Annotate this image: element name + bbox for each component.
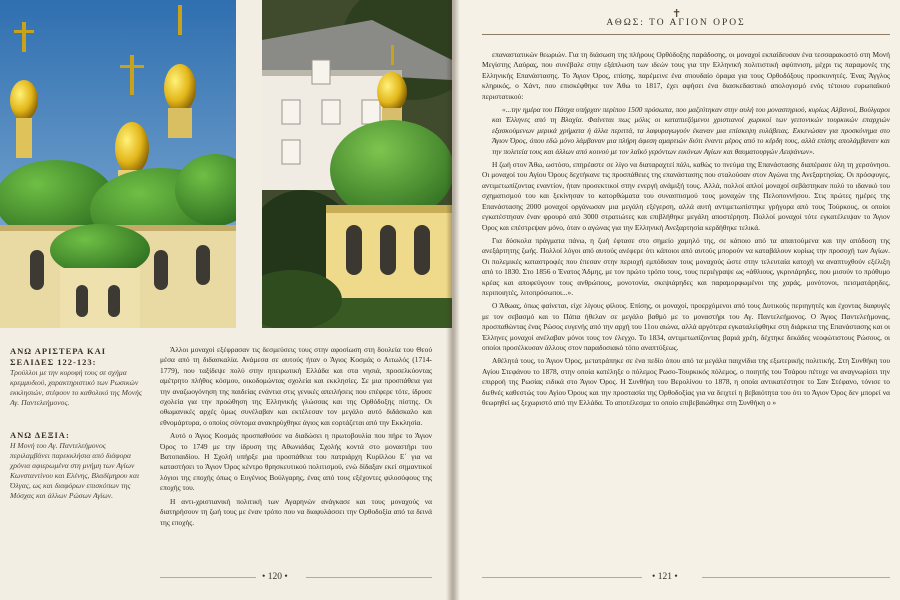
folio-rule-left [482,577,642,578]
paragraph: Αθέλητά τους, το Άγιον Όρος, μετατράπηκε σε ένα πεδίο όπου από τα μεγάλα παιχνίδια της εξωτερικής πολιτικής. Στη Συνθήκη του Αγίου Στεφάνου το 1878, στην οποία κατέληξε ο πόλεμος Ρωσο-Τουρκικός πόλεμος, ο ποιητής του Τσάρου πέτυχε να αναγνωρίσει την επιρροή της Ρωσίας ειδικά στο Άγιον Όρος. Η Συνθήκη του Βερολίνου το 1878, η οποία αντικατέστησε το Σαν Στέφανο, τόνισε το διεθνές καθεστώς του Αγίου Όρους και την προστασία της Ορθοδοξίας για να δειχτεί η βεβαιότητα του ότι το Άγιον Όρος δεν μπορεί να θεωρηθεί ως ξεχωριστό από την Ελλάδα. Το αποτέλεσμα το οποίο επιβεβαιώθηκε στη Συνθήκη ο » [482,356,890,407]
folio-rule-right [306,577,432,578]
caption-text: Τρούλλοι με την κορυφή τους σε σχήμα κρεμμυδιού, χαρακτηριστικό των Ρωσικών εκκλησιών, στέφουν το καθολικό της Μονής Αγ. Παντελεήμονος. [10,368,142,407]
folio-rule-left [160,577,256,578]
caption-text: Η Μονή του Αγ. Παντελεήμονος περιλαμβάνει παρεκκλήσια από διάφορα χρόνια αφιερωμένα στη μνήμη των Αγίων Κωνσταντίνου και Ελένης, Βλαδίμηρου και Όλγας, ως και διαφόρων επισκόπων της Μόσχας και άλλων Ρώσων Αγίων. [10,441,140,500]
folio-rule-right [702,577,890,578]
running-head: ΑΘΩΣ: ΤΟ ΑΓΙΟΝ ΟΡΟΣ [606,18,746,28]
paragraph: Για δύσκολα πράγματα πάνω, η ζωή έφτασε στο σημείο χαμηλό της, σε κάποιο από τα απαιτούμενα και την απόδοση της ανεξάρτητης ζωής. Πολλοί λόγοι από αυτούς ανέφερε ότι κάποιοι από αυτούς μπορούν να καταβάλουν κυρίως την προσοχή των Αγίων. Οι πολεμικές καταστροφές που έπεσαν στην περιοχή εμπόδισαν τους μοναχούς ώστε στην τελευταία κατοχή να αναπτυχθούν εξέλιξη από το 1830. Στο 1856 ο Ένατος Άδμης, με τον πρώτο τρόπο τους, τους περιέγραψε ως «άθλιους, γκρινιάρηδες, που μισούν το πρόθυμο κρέας και αποφεύγουν τους ανθρώπους, μονοτονία, σκεψιάρηδες και παραμορφωμένοι της χαράς, μονότονοι, πεισματάρηδες, περιποιητές, λιτοπρόσωποι...». [482,235,890,297]
photo-onion-domes [0,0,236,328]
paragraph: Άλλοι μοναχοί εξέφρασαν τις δεσμεύσεις τους στην αφοσίωση στη δουλεία του Θεού μέσα από τη διδασκαλία. Ανάμεσα σε αυτούς ήταν ο Άγιος Κοσμάς ο Αιτωλός (1714-1779), που ταξίδεψε πολύ στην ηπειρωτική Ελλάδα και στα νησιά, προσελκύοντας αμέτρητο πλήθος κόσμου, οικοδομώντας σχολεία και εκκλησίες. Σε μια προσπάθεια για την αναζωογόνηση της παιδείας ενάντια στις γενικές απειλήσεις που επέφερε τότε, ίδρυσε σχολεία για την προώθηση της Ελληνικής γλώσσας και της Ορθόδοξης πίστης. Οι οθωμανικές αρχές όμως συνέλαβαν και εκτέλεσαν τον μεγάλο αυτό διδάσκαλο και εθνομάρτυρα, ο οποίος σύντομα ανακηρύχθηκε άγιος και εορτάζεται από την Εκκλησία. [160,345,432,427]
paragraph: Η ζωή στον Άθω, ωστόσο, επηρέαστε σε λίγο να διαταραχτεί πάλι, καθώς το πνεύμα της Επανάστασης διαπέρασε όλη τη χερσόνησο. Οι μοναχοί του Αγίου Όρους δεχτήκανε τις προσπάθειες της επανάστασης που σταλούσαν στον Αγώνα της Ανεξαρτησίας. Οι πρόσφυγες, αντιμετωπίζοντας εναντίον, ήταν προσεκτικοί στην ενεργή ανάμιξή τους. Αλλά, πολλοί απλοί μοναχοί σεβάστηκαν πολύ το ιδανικό του σχηματισμού του και ξεκίνησαν το κατορθώματα του συνασπισμού τους μοναχών της Πελοποννήσου. Στις πρώτες ημέρες της Επανάστασης 2000 μοναχοί οργάνωσαν μια μεγάλη εξέγερση, αλλά αυτή αντιμετωπίστηκε γρήγορα από τους Τούρκους, οι οποίοι εγκατέστησαν έναν φρουρό από 3000 στρατιώτες και επιβλήθηκε μεγάλη αποστέρηση. Πολλοί μοναχοί τότε εγκατέλειψαν το Άγιον Όρος και επέστρεψαν μόνο, όταν ο αγώνας για την Ελληνική Ανεξαρτησία κερδήθηκε τελικά. [482,160,890,232]
quote-paragraph: «...την ημέρα του Πάσχα υπήρχαν περίπου 1500 πρόσωπα, που μαζεύτηκαν στην αυλή του μοναστηριού, κυρίως Αλβανοί, Βούλγαροι και Έλληνες από τη Βλαχία. Φαίνεται πως μόλις οι καταπιεζόμενοι χριστιανοί χωρικοί των γειτονικών τουρκικών επαρχιών εξασκούμενων μερικά χρήματα ή άλλα περιττά, τα λαφυραγωγούν έκαναν μια επίσκεψη ευλάβειας. Εκκενώσαν για προσκύνημα στο Άγιον Όρος, όπου εδώ μόνο λάμβαναν μια πλήρη άφεση αμαρτιών διότι έναντι μέρος από το κέρδη τους, αλλά επίσης απολάμβαναν και την πολιτεία τους και άλλων από κοινού με τον λαϊκό γερόντων εικόνων Αγίων και θαυματουργών Λειψάνων». [492,105,890,156]
paragraph: Ο Άθωας, όπως φαίνεται, είχε λίγους φίλους. Επίσης, οι μοναχοί, προερχόμενοι από τους Δυτικούς περιηγητές και έχοντας διαφυγές με τον σεβασμό και το Πάπα ήθελαν σε μεγάλο βαθμό με το μοναστήρι του Αγ. Παντελεήμονος. Ο Άγιος Παντελεήμονας, προσπαθώντας ένας Ρώσος ευγενής από την αρχή του 11ου αιώνα, αλλά αργότερα εγκαταλείφθηκε στη διάρκεια της Επανάστασης και οι Έλληνες μοναχοί ανέλαβαν μόνοι τους τον έλεγχο. Το 1834, αντιμετωπίζοντας βαριά χρέη, δέχτηκε δεκάδες νεοφώτιστους Ρώσους, οι οποίοι προσέλκυσαν άλλους στον παραδοσιακό τόπο αναπτύξεως. [482,301,890,352]
cross-icon: ✝ [672,7,682,20]
page-number-right: • 121 • [652,572,678,582]
caption-upper-left [10,346,142,408]
caption-heading: ΑΝΩ ΑΡΙΣΤΕΡΑ ΚΑΙ ΣΕΛΙΔΕΣ 122-123: [10,346,107,367]
paragraph: Η αντι-χριστιανική πολιτική των Αγαρηνών ανάγκασε και τους μοναχούς να διατηρήσουν τη ζωή τους με έναν τρόπο που να διαφυλάσσει την Ορθοδοξία από τα δεινά της εποχής. [160,496,432,527]
photo-monastery-chapel [262,0,452,328]
page-number-left: • 120 • [262,572,288,582]
paragraph: Αυτό ο Άγιος Κοσμάς προσπαθούσε να διαδώσει η πρωτοβουλία που πήρε το Άγιον Όρος το 1749 με την ίδρυση της Αθωνιάδας Σχολής κοντά στο μοναστήρι του Βατοπαιδίου. Η Σχολή υπήρξε μια προσπάθεια του πατριάρχη Κυρίλλου Ε΄ για να καταστήσει το Άγιον Όρος κέντρο θρησκευτικού πολιτισμού, ενώ δίδαξαν εκεί σημαντικοί λόγιοι της εποχής όπως ο Ευγένιος Βούλγαρης, ένας από τους εξέχοντες φιλοσόφους της εποχής του. [160,431,432,493]
head-rule [482,34,890,35]
paragraph: επαναστατικών θεωριών. Για τη διάσωση της πλήρους Ορθόδοξης παράδοσης, οι μοναχοί εκπαίδευσαν ένα τεσσαρακοστό στη Μονή Μεγίστης Λαύρας, που συνέβαλε στην εξάπλωση των ιδεών τους για την Ελληνική πολιτιστική αφύπνιση, μέχρι τις παραμονές της Ελληνικής Επανάστασης. Το Άγιον Όρος, επίσης, παρέμεινε ένα σπουδαίο όραμα για τους Ορθοδόξους προσκυνητές. Ένας Άγγλος κληρικός, ο Χάντ, που επισκέφθηκε τον Άθω το 1817, έχει αφήσει ένα διασκεδαστικό απολογισμό ενός τέτοιου ευρωπαϊκού περιστατικού: [482,50,890,101]
caption-upper-right [10,430,142,501]
right-body-text [482,50,890,576]
left-body-text [160,345,432,581]
caption-heading: ΑΝΩ ΔΕΞΙΑ: [10,430,70,440]
right-page [452,0,900,600]
book-gutter [446,0,460,600]
